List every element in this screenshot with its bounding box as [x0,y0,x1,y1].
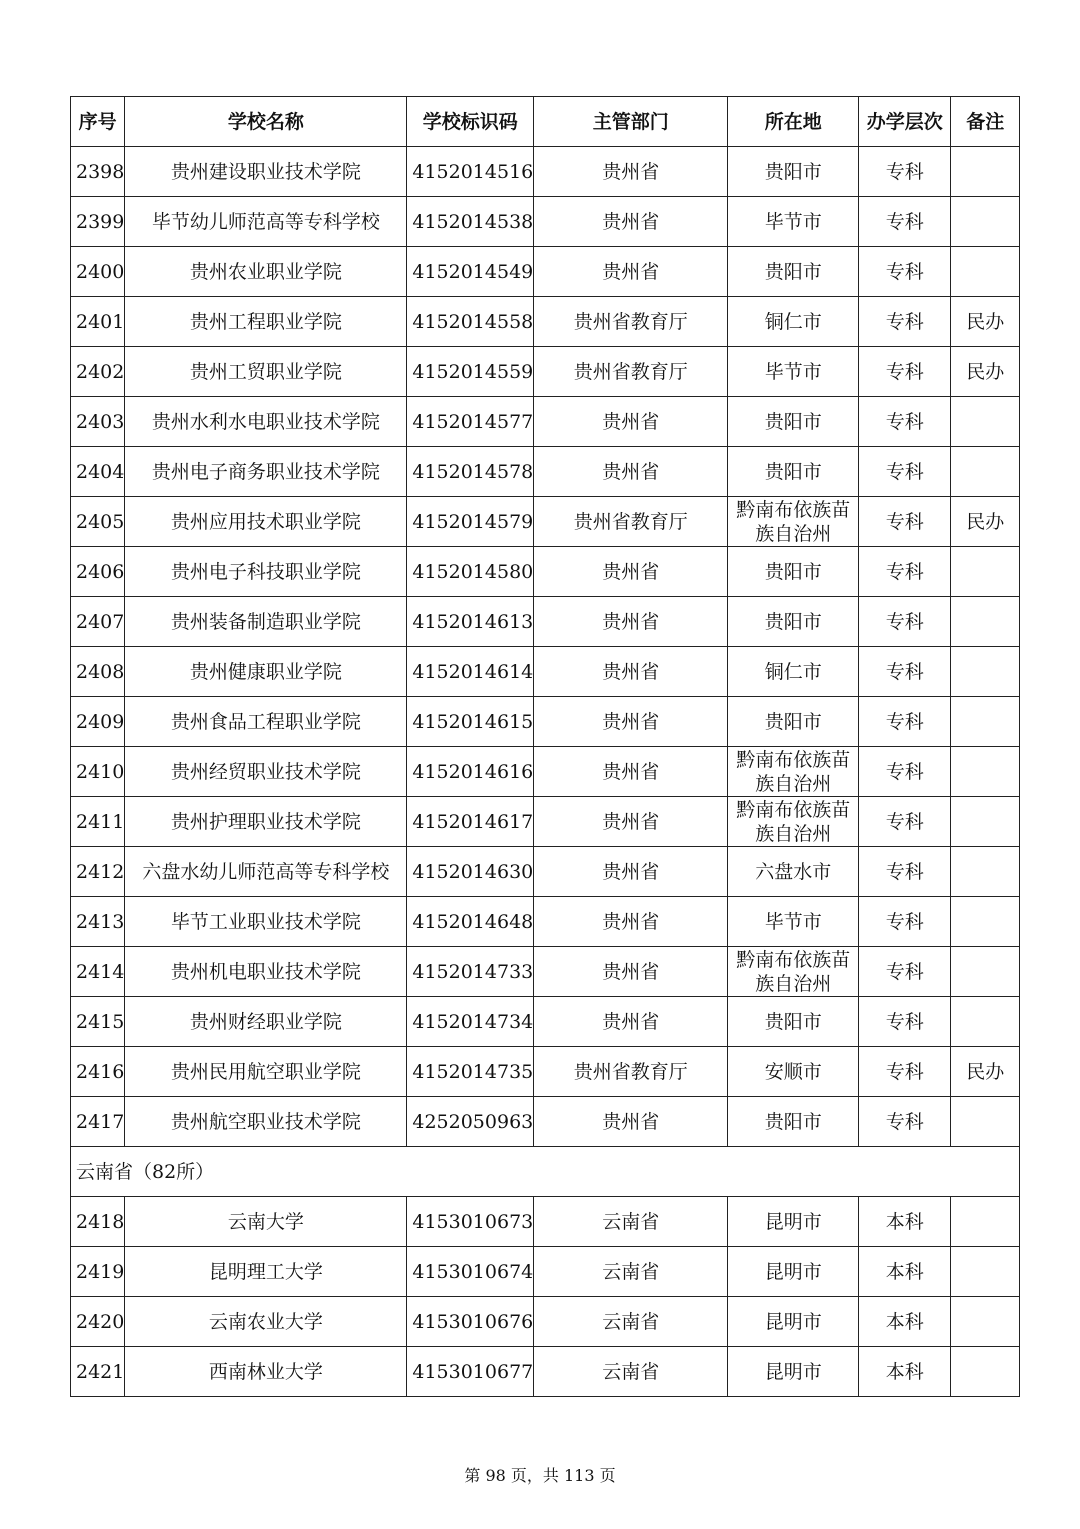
cell-school-code: 4152014516 [407,147,534,197]
table-row [71,947,1020,997]
cell-remarks [951,1297,1020,1347]
table-section-yunnan [71,1147,1020,1197]
table-row [71,547,1020,597]
table-row [71,247,1020,297]
cell-school-name: 西南林业大学 [125,1347,407,1397]
table-row [71,1247,1020,1297]
cell-remarks [951,1247,1020,1297]
cell-location: 黔南布依族苗族自治州 [728,947,859,997]
header-school-code: 学校标识码 [407,97,534,147]
cell-school-name: 贵州电子商务职业技术学院 [125,447,407,497]
cell-seq: 2404 [71,447,125,497]
cell-department: 贵州省 [534,147,728,197]
cell-department: 云南省 [534,1297,728,1347]
cell-location: 贵阳市 [728,1097,859,1147]
cell-location: 贵阳市 [728,697,859,747]
cell-school-name: 贵州经贸职业技术学院 [125,747,407,797]
cell-location: 贵阳市 [728,997,859,1047]
cell-school-code: 4152014549 [407,247,534,297]
cell-school-code: 4152014733 [407,947,534,997]
cell-school-name: 贵州水利水电职业技术学院 [125,397,407,447]
cell-remarks: 民办 [951,297,1020,347]
cell-remarks [951,797,1020,847]
cell-remarks [951,947,1020,997]
table-row [71,797,1020,847]
table-row [71,397,1020,447]
cell-department: 贵州省 [534,647,728,697]
cell-department: 云南省 [534,1347,728,1397]
cell-school-code: 4152014648 [407,897,534,947]
cell-seq: 2420 [71,1297,125,1347]
cell-remarks [951,697,1020,747]
cell-location: 贵阳市 [728,247,859,297]
cell-remarks [951,847,1020,897]
cell-department: 贵州省 [534,697,728,747]
cell-department: 贵州省教育厅 [534,497,728,547]
table-row [71,997,1020,1047]
cell-location: 昆明市 [728,1247,859,1297]
header-level: 办学层次 [859,97,951,147]
cell-location: 贵阳市 [728,547,859,597]
cell-level: 专科 [859,597,951,647]
cell-level: 专科 [859,997,951,1047]
cell-department: 贵州省 [534,197,728,247]
table-row [71,647,1020,697]
cell-seq: 2409 [71,697,125,747]
cell-location: 毕节市 [728,347,859,397]
cell-seq: 2413 [71,897,125,947]
cell-level: 专科 [859,397,951,447]
cell-school-name: 贵州建设职业技术学院 [125,147,407,197]
cell-school-name: 云南大学 [125,1197,407,1247]
cell-remarks: 民办 [951,347,1020,397]
section-row [71,1147,1020,1197]
cell-remarks [951,997,1020,1047]
cell-remarks [951,1347,1020,1397]
cell-school-code: 4152014617 [407,797,534,847]
cell-department: 贵州省教育厅 [534,347,728,397]
cell-location: 昆明市 [728,1297,859,1347]
cell-school-code: 4152014538 [407,197,534,247]
cell-school-code: 4153010674 [407,1247,534,1297]
cell-school-code: 4152014614 [407,647,534,697]
cell-remarks [951,147,1020,197]
cell-department: 贵州省 [534,947,728,997]
cell-seq: 2402 [71,347,125,397]
cell-level: 专科 [859,447,951,497]
cell-school-code: 4152014613 [407,597,534,647]
cell-level: 专科 [859,897,951,947]
cell-seq: 2405 [71,497,125,547]
cell-school-name: 云南农业大学 [125,1297,407,1347]
cell-seq: 2418 [71,1197,125,1247]
section-label: 云南省（82所） [71,1147,1020,1197]
table-header-row [71,97,1020,147]
header-department: 主管部门 [534,97,728,147]
cell-school-name: 六盘水幼儿师范高等专科学校 [125,847,407,897]
cell-school-code: 4152014616 [407,747,534,797]
table-row [71,1097,1020,1147]
cell-seq: 2399 [71,197,125,247]
cell-level: 专科 [859,197,951,247]
cell-remarks [951,547,1020,597]
cell-department: 贵州省 [534,747,728,797]
page-footer: 第 98 页，共 113 页 [464,1466,616,1485]
cell-school-code: 4152014578 [407,447,534,497]
cell-remarks: 民办 [951,497,1020,547]
cell-school-code: 4153010677 [407,1347,534,1397]
cell-location: 贵阳市 [728,597,859,647]
cell-department: 贵州省 [534,797,728,847]
table-row [71,447,1020,497]
table-row [71,297,1020,347]
table-row [71,147,1020,197]
cell-level: 本科 [859,1347,951,1397]
cell-school-name: 贵州民用航空职业学院 [125,1047,407,1097]
cell-school-code: 4152014580 [407,547,534,597]
cell-school-name: 贵州健康职业学院 [125,647,407,697]
cell-department: 贵州省 [534,447,728,497]
cell-location: 贵阳市 [728,447,859,497]
table-row [71,497,1020,547]
cell-seq: 2403 [71,397,125,447]
cell-school-name: 贵州航空职业技术学院 [125,1097,407,1147]
cell-department: 贵州省 [534,547,728,597]
cell-seq: 2400 [71,247,125,297]
cell-location: 六盘水市 [728,847,859,897]
cell-school-name: 贵州机电职业技术学院 [125,947,407,997]
table-row [71,597,1020,647]
table-row [71,847,1020,897]
cell-school-name: 贵州财经职业学院 [125,997,407,1047]
cell-level: 专科 [859,1047,951,1097]
cell-seq: 2407 [71,597,125,647]
cell-location: 毕节市 [728,197,859,247]
cell-school-code: 4152014630 [407,847,534,897]
cell-school-code: 4152014615 [407,697,534,747]
cell-school-code: 4152014558 [407,297,534,347]
school-table-container [70,96,1020,1397]
cell-remarks [951,1197,1020,1247]
cell-school-name: 贵州电子科技职业学院 [125,547,407,597]
cell-location: 贵阳市 [728,397,859,447]
cell-level: 本科 [859,1247,951,1297]
cell-remarks [951,647,1020,697]
cell-level: 专科 [859,747,951,797]
cell-seq: 2412 [71,847,125,897]
cell-level: 专科 [859,347,951,397]
cell-department: 贵州省 [534,997,728,1047]
cell-level: 专科 [859,647,951,697]
cell-school-name: 贵州农业职业学院 [125,247,407,297]
cell-department: 贵州省 [534,247,728,297]
cell-school-code: 4252050963 [407,1097,534,1147]
cell-seq: 2417 [71,1097,125,1147]
cell-remarks [951,1097,1020,1147]
table-row [71,897,1020,947]
cell-level: 专科 [859,847,951,897]
cell-department: 贵州省教育厅 [534,297,728,347]
cell-level: 专科 [859,497,951,547]
cell-level: 专科 [859,797,951,847]
cell-location: 昆明市 [728,1347,859,1397]
cell-level: 专科 [859,697,951,747]
cell-remarks [951,897,1020,947]
cell-department: 云南省 [534,1247,728,1297]
cell-location: 毕节市 [728,897,859,947]
table-row [71,697,1020,747]
table-row [71,1047,1020,1097]
cell-school-code: 4152014734 [407,997,534,1047]
cell-location: 昆明市 [728,1197,859,1247]
cell-school-code: 4153010673 [407,1197,534,1247]
cell-remarks [951,247,1020,297]
cell-seq: 2414 [71,947,125,997]
table-body-yunnan [71,1197,1020,1397]
cell-school-code: 4152014735 [407,1047,534,1097]
table-row [71,197,1020,247]
cell-department: 贵州省教育厅 [534,1047,728,1097]
header-remarks: 备注 [951,97,1020,147]
cell-department: 贵州省 [534,897,728,947]
cell-department: 贵州省 [534,397,728,447]
cell-location: 安顺市 [728,1047,859,1097]
table-row [71,1347,1020,1397]
cell-department: 云南省 [534,1197,728,1247]
cell-school-name: 昆明理工大学 [125,1247,407,1297]
cell-remarks: 民办 [951,1047,1020,1097]
cell-location: 铜仁市 [728,647,859,697]
cell-level: 专科 [859,1097,951,1147]
cell-department: 贵州省 [534,847,728,897]
cell-seq: 2398 [71,147,125,197]
cell-seq: 2411 [71,797,125,847]
cell-level: 专科 [859,147,951,197]
cell-school-code: 4152014559 [407,347,534,397]
cell-school-code: 4152014579 [407,497,534,547]
cell-school-name: 贵州工贸职业学院 [125,347,407,397]
cell-seq: 2421 [71,1347,125,1397]
cell-school-name: 贵州护理职业技术学院 [125,797,407,847]
cell-level: 专科 [859,297,951,347]
header-school-name: 学校名称 [125,97,407,147]
cell-level: 专科 [859,247,951,297]
cell-remarks [951,747,1020,797]
table-row [71,747,1020,797]
cell-seq: 2410 [71,747,125,797]
cell-seq: 2406 [71,547,125,597]
cell-seq: 2416 [71,1047,125,1097]
cell-level: 本科 [859,1297,951,1347]
table-row [71,1197,1020,1247]
cell-level: 本科 [859,1197,951,1247]
cell-location: 黔南布依族苗族自治州 [728,747,859,797]
cell-remarks [951,597,1020,647]
cell-school-name: 贵州食品工程职业学院 [125,697,407,747]
cell-school-name: 毕节幼儿师范高等专科学校 [125,197,407,247]
cell-remarks [951,447,1020,497]
header-location: 所在地 [728,97,859,147]
cell-school-code: 4152014577 [407,397,534,447]
cell-location: 铜仁市 [728,297,859,347]
cell-school-name: 贵州应用技术职业学院 [125,497,407,547]
cell-school-name: 贵州工程职业学院 [125,297,407,347]
cell-department: 贵州省 [534,1097,728,1147]
cell-seq: 2408 [71,647,125,697]
header-seq: 序号 [71,97,125,147]
cell-school-name: 贵州装备制造职业学院 [125,597,407,647]
cell-level: 专科 [859,547,951,597]
cell-department: 贵州省 [534,597,728,647]
table-row [71,347,1020,397]
cell-school-name: 毕节工业职业技术学院 [125,897,407,947]
cell-location: 黔南布依族苗族自治州 [728,797,859,847]
table-body-guizhou [71,147,1020,1147]
cell-seq: 2415 [71,997,125,1047]
cell-seq: 2419 [71,1247,125,1297]
cell-location: 贵阳市 [728,147,859,197]
school-table [70,96,1020,1397]
cell-location: 黔南布依族苗族自治州 [728,497,859,547]
cell-level: 专科 [859,947,951,997]
cell-remarks [951,397,1020,447]
cell-seq: 2401 [71,297,125,347]
table-row [71,1297,1020,1347]
cell-school-code: 4153010676 [407,1297,534,1347]
cell-remarks [951,197,1020,247]
